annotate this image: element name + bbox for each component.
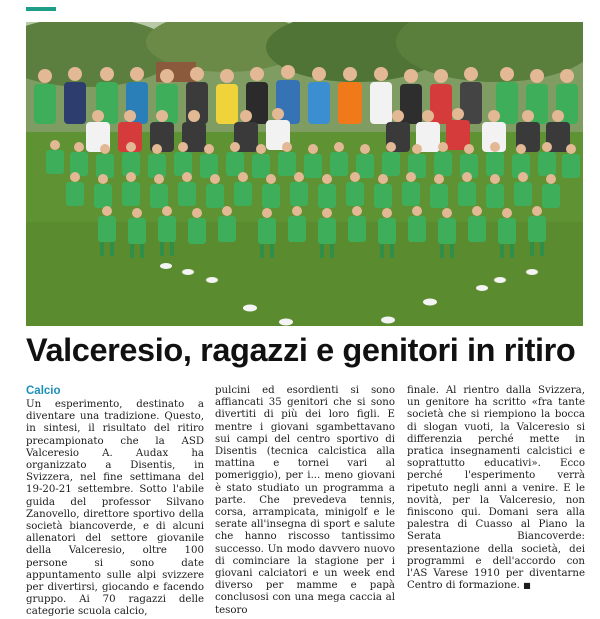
end-mark: ■ [523, 581, 531, 591]
column-3-text: finale. Al rientro dalla Svizzera, un genitore ha scritto «fra tante società che si riempiono la bocca di slogan vuoti, la Valceresio si differenzia perché mette in pratica insegnamenti calcistici e soprattutto educativi». Ecco perché l'esperimento verrà ripetuto negli anni a venire. E le novità, per la Valceresio, non finiscono qui. Domani sera alla palestra di Cuasso al Piano la Serata Biancoverde: presentazione della società, dei programmi e dell'accordo con l'AS Varese 1910 per diventarne Centro di formazione. [407, 385, 585, 592]
column-1-text: Un esperimento, destinato a diventare una tradizione. Questo, in sintesi, il risultato del ritiro precampionato che la ASD Valceresio A. Audax ha organizzato a Disentis, in Svizzera, nel fine settimana del 19-20-21 settembre. Sotto l'abile guida del professor Silvano Zanovello, direttore sportivo della società biancoverde, e di alcuni allenatori del settore giovanile della Valceresio, oltre 100 persone si sono date appuntamento sulle alpi svizzere per divertirsi, giocando e facendo gruppo. Ai 70 ragazzi delle categorie scuola calcio, [26, 399, 204, 618]
team-group-photo [26, 22, 583, 326]
article-column-2 [215, 385, 395, 617]
section-label: Calcio [26, 385, 61, 397]
accent-bar [26, 7, 56, 11]
article-headline: Valceresio, ragazzi e genitori in ritiro [26, 332, 576, 368]
article-body [26, 385, 586, 618]
article-column-1 [26, 385, 204, 619]
column-2-text: pulcini ed esordienti si sono affiancati 35 genitori che si sono divertiti di più dei loro figli. E mentre i giovani sgambettavano sui campi del centro sportivo di Disentis (tecnica calcistica alla mattina e tornei vari al pomeriggio), per i... meno giovani è stato studiato un programma a parte. Che prevedeva tennis, corsa, arrampicata, minigolf e le serate all'insegna di sport e salute che hanno riscosso tantissimo successo. Un modo davvero nuovo di cominciare la stagione per i giovani calciatori e un week end diverso per mamme e papà conclusosi con una mega caccia al tesoro [215, 385, 395, 616]
article-column-3 [407, 385, 585, 592]
